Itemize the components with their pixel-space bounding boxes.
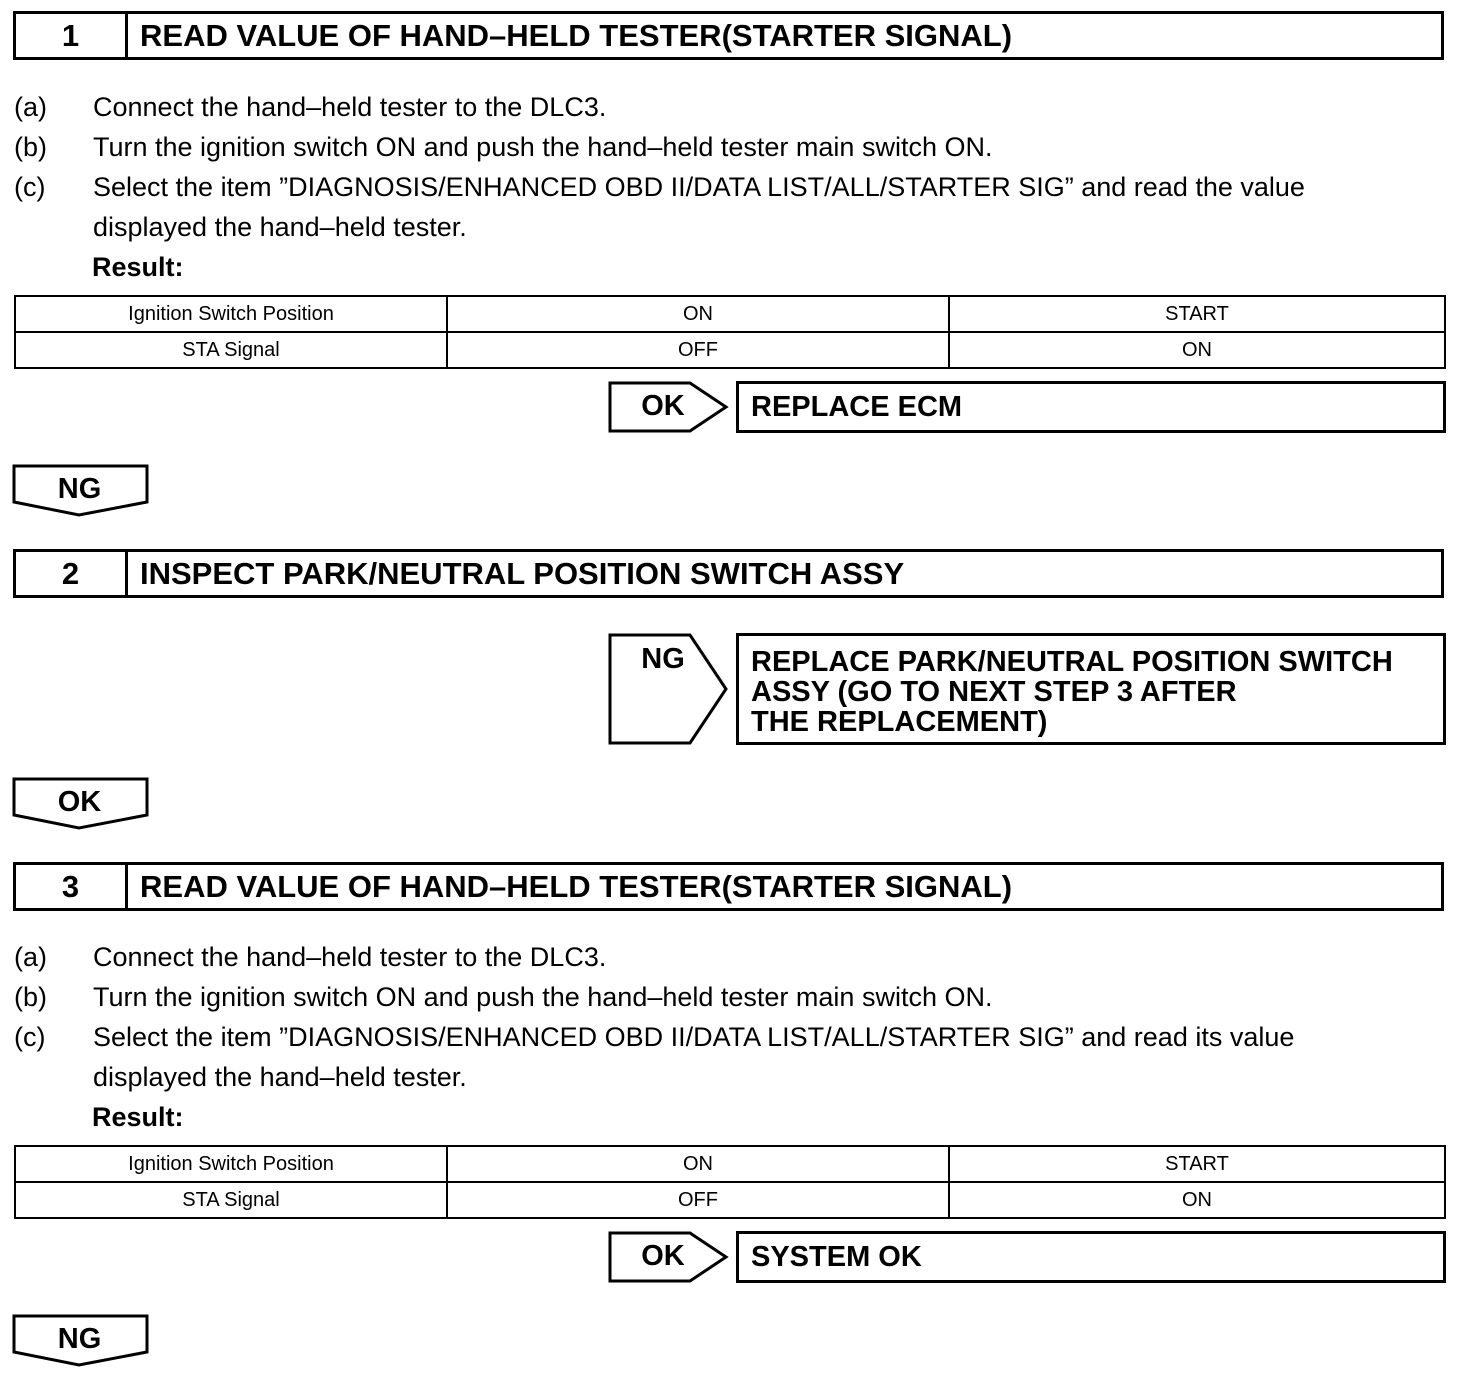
instruction-label: (c)	[14, 172, 46, 202]
table-cell: START	[949, 296, 1445, 332]
table-row	[15, 1146, 1445, 1182]
step-title: READ VALUE OF HAND–HELD TESTER(STARTER SIGNAL)	[140, 18, 1013, 53]
ng-arrow-label: NG	[641, 643, 685, 675]
table-cell: ON	[447, 296, 949, 332]
step-number: 1	[16, 14, 128, 57]
result-box-replace-ecm: REPLACE ECM	[736, 381, 1446, 433]
result-box-replace-switch	[736, 633, 1446, 745]
instruction-label: (c)	[14, 1022, 46, 1052]
step-number: 3	[16, 865, 128, 908]
table-cell: START	[949, 1146, 1445, 1182]
instruction-text: Select the item ”DIAGNOSIS/ENHANCED OBD II/DATA LIST/ALL/STARTER SIG” and read its value	[93, 1022, 1295, 1052]
ng-continue-label: NG	[57, 1323, 102, 1355]
table-cell: Ignition Switch Position	[15, 296, 447, 332]
step-title: READ VALUE OF HAND–HELD TESTER(STARTER SIGNAL)	[140, 869, 1013, 904]
table-cell: Ignition Switch Position	[15, 1146, 447, 1182]
table-cell: ON	[949, 332, 1445, 368]
table-row	[15, 1182, 1445, 1218]
table-cell: ON	[447, 1146, 949, 1182]
result-box-system-ok: SYSTEM OK	[736, 1231, 1446, 1283]
step-2-header	[13, 549, 1444, 598]
ok-arrow-label: OK	[641, 1240, 685, 1272]
ng-continue-label: NG	[57, 473, 102, 505]
instruction-text: Turn the ignition switch ON and push the hand–held tester main switch ON.	[93, 982, 993, 1012]
instruction-text: Select the item ”DIAGNOSIS/ENHANCED OBD II/DATA LIST/ALL/STARTER SIG” and read the value	[93, 172, 1305, 202]
ok-arrow-label: OK	[641, 390, 685, 422]
result-label: Result:	[92, 252, 184, 282]
step-3-header	[13, 862, 1444, 911]
table-row	[15, 332, 1445, 368]
instruction-c-continuation: displayed the hand–held tester.	[93, 1062, 467, 1092]
result-label: Result:	[92, 1102, 184, 1132]
step-number: 2	[16, 552, 128, 595]
step-1-header	[13, 11, 1444, 60]
result-line: ASSY (GO TO NEXT STEP 3 AFTER	[751, 676, 1237, 708]
instruction-text: Turn the ignition switch ON and push the hand–held tester main switch ON.	[93, 132, 993, 162]
instruction-c-continuation: displayed the hand–held tester.	[93, 212, 467, 242]
result-line: THE REPLACEMENT)	[751, 706, 1048, 738]
step-title: INSPECT PARK/NEUTRAL POSITION SWITCH ASSY	[140, 556, 905, 591]
table-cell: STA Signal	[15, 332, 447, 368]
instruction-label: (b)	[14, 132, 47, 162]
instruction-label: (a)	[14, 92, 47, 122]
table-row	[15, 296, 1445, 332]
instruction-text: Connect the hand–held tester to the DLC3.	[93, 942, 607, 972]
result-line: REPLACE PARK/NEUTRAL POSITION SWITCH	[751, 646, 1393, 678]
table-cell: STA Signal	[15, 1182, 447, 1218]
table-cell: ON	[949, 1182, 1445, 1218]
table-cell: OFF	[447, 1182, 949, 1218]
result-table	[14, 295, 1446, 369]
instruction-label: (b)	[14, 982, 47, 1012]
ok-continue-label: OK	[57, 786, 102, 818]
instruction-label: (a)	[14, 942, 47, 972]
instruction-text: Connect the hand–held tester to the DLC3.	[93, 92, 607, 122]
result-table	[14, 1145, 1446, 1219]
table-cell: OFF	[447, 332, 949, 368]
